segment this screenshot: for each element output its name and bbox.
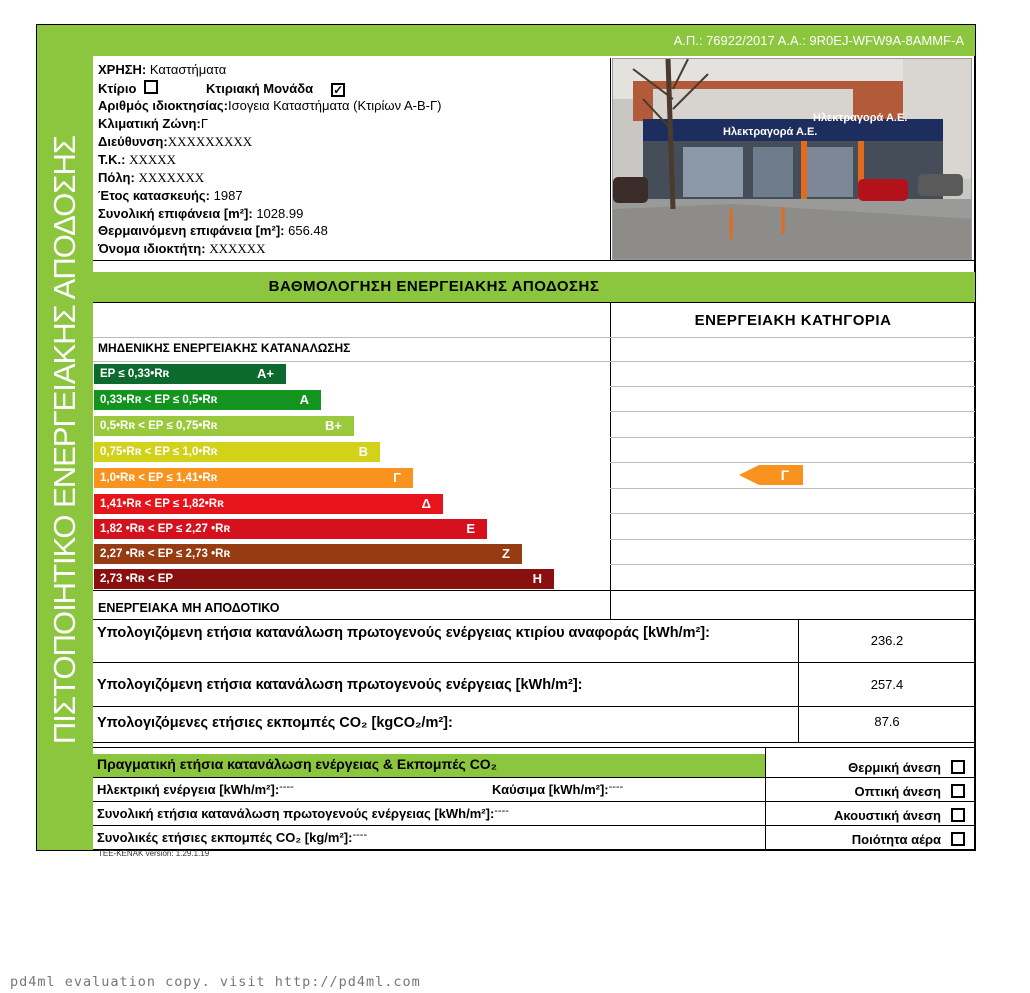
acoustic-comfort-checkbox[interactable] (951, 808, 965, 822)
energy-bar-e: 1,82 •Rʀ < EP ≤ 2,27 •Rʀ Ε (94, 519, 487, 539)
sidebar-title: ΠΙΣΤΟΠΟΙΗΤΙΚΟ ΕΝΕΡΓΕΙΑΚΗΣ ΑΠΟΔΟΣΗΣ (47, 135, 82, 745)
zip-row: Τ.Κ.: XXXXX (98, 152, 177, 167)
energy-bar-d: 1,41•Rʀ < EP ≤ 1,82•Rʀ Δ (94, 494, 443, 514)
grid-line (610, 513, 975, 514)
building-type-row (98, 80, 345, 97)
energy-bar-b-plus: 0,5•Rʀ < EP ≤ 0,75•Rʀ B+ (94, 416, 354, 436)
grid-line (610, 539, 975, 540)
grid-line (610, 386, 975, 387)
building-label: Κτίριο (98, 81, 137, 96)
air-quality-checkbox[interactable] (951, 832, 965, 846)
total-co2-row: Συνολικές ετήσιες εκπομπές CO₂ [kg/m²]:---- (97, 829, 368, 845)
divider-line (93, 590, 975, 591)
unit-checkbox[interactable]: ✓ (333, 83, 344, 97)
air-quality-row: Ποιότητα αέρα (770, 832, 965, 847)
actual-consumption-title: Πραγματική ετήσια κατανάλωση ενέργειας & Εκπομπές CO₂ (97, 756, 497, 772)
optical-comfort-checkbox[interactable] (951, 784, 965, 798)
heated-area-row: Θερμαινόμενη επιφάνεια [m²]: 656.48 (98, 223, 328, 238)
co2-emissions-label: Υπολογιζόμενες ετήσιες εκπομπές CO₂ [kgCO₂/m²]: (97, 715, 453, 731)
energy-bar-z: 2,27 •Rʀ < EP ≤ 2,73 •Rʀ Ζ (94, 544, 522, 564)
grid-line (610, 564, 975, 565)
rating-column-divider (610, 302, 611, 620)
grid-line (93, 361, 975, 362)
thermal-comfort-checkbox[interactable] (951, 760, 965, 774)
building-photo (612, 58, 972, 260)
reference-number: Α.Π.: 76922/2017 Α.Α.: 9R0EJ-WFW9A-8AMMF-A (673, 33, 964, 48)
total-primary-row: Συνολική ετήσια κατανάλωση πρωτογενούς ενέργειας [kWh/m²]:---- (97, 805, 509, 821)
property-no-row: Αριθμός ιδιοκτησίας:Ισογεια Καταστήματα (Κτιρίων Α-Β-Γ) (98, 98, 442, 113)
divider-line (765, 777, 975, 778)
unit-label: Κτιριακή Μονάδα (206, 81, 314, 96)
use-row: ΧΡΗΣΗ: Καταστήματα (98, 62, 227, 77)
divider-line (93, 662, 975, 663)
watermark: pd4ml evaluation copy. visit http://pd4ml.com (10, 974, 421, 990)
city-row: Πόλη: XXXXXXX (98, 170, 205, 185)
fuel-row: Καύσιμα [kWh/m²]:---- (492, 781, 624, 797)
comfort-column-divider (765, 747, 766, 850)
software-version: TEE-KENAK version: 1.29.1.19 (98, 849, 210, 858)
divider-line (93, 801, 765, 802)
divider-line (93, 260, 975, 261)
grid-line (93, 337, 975, 338)
divider-line (93, 747, 975, 748)
energy-bar-h: 2,73 •Rʀ < EP Η (94, 569, 554, 589)
grid-line (610, 437, 975, 438)
energy-bar-a: 0,33•Rʀ < EP ≤ 0,5•Rʀ A (94, 390, 321, 410)
energy-bar-a-plus: EP ≤ 0,33•Rʀ A+ (94, 364, 286, 384)
year-row: Έτος κατασκευής: 1987 (98, 188, 243, 203)
address-row: Διεύθυνση:XXXXXXXXX (98, 134, 253, 149)
divider-line (93, 742, 975, 743)
divider-line (765, 825, 975, 826)
co2-emissions-value: 87.6 (874, 714, 900, 729)
divider-line (93, 777, 765, 778)
zero-consumption-label: ΜΗΔΕΝΙΚΗΣ ΕΝΕΡΓΕΙΑΚΗΣ ΚΑΤΑΝΑΛΩΣΗΣ (98, 341, 351, 355)
grid-line (610, 462, 975, 463)
category-header: ΕΝΕΡΓΕΙΑΚΗ ΚΑΤΗΓΟΡΙΑ (694, 312, 892, 329)
svg-text:Ηλεκτραγορά Α.Ε.: Ηλεκτραγορά Α.Ε. (813, 112, 908, 124)
divider-line (93, 825, 765, 826)
rating-title: ΒΑΘΜΟΛΟΓΗΣΗ ΕΝΕΡΓΕΙΑΚΗΣ ΑΠΟΔΟΣΗΣ (268, 278, 600, 295)
grid-line (610, 411, 975, 412)
current-category-label: Γ (780, 467, 790, 483)
primary-consumption-label: Υπολογιζόμενη ετήσια κατανάλωση πρωτογενούς ενέργειας [kWh/m²]: (97, 677, 583, 693)
reference-consumption-value: 236.2 (870, 633, 904, 648)
energy-bar-b: 0,75•Rʀ < EP ≤ 1,0•Rʀ B (94, 442, 380, 462)
acoustic-comfort-row: Ακουστική άνεση (770, 808, 965, 823)
svg-text:Ηλεκτραγορά Α.Ε.: Ηλεκτραγορά Α.Ε. (723, 126, 818, 138)
building-checkbox[interactable] (144, 80, 158, 94)
grid-line (610, 488, 975, 489)
divider-line (93, 619, 975, 620)
divider-line (765, 801, 975, 802)
energy-bar-g: 1,0•Rʀ < EP ≤ 1,41•Rʀ Γ (94, 468, 413, 488)
electric-energy-row: Ηλεκτρική ενέργεια [kWh/m²]:---- (97, 781, 294, 797)
non-efficient-label: ΕΝΕΡΓΕΙΑΚΑ ΜΗ ΑΠΟΔΟΤΙΚΟ (98, 601, 280, 615)
divider-line (93, 302, 975, 303)
info-photo-divider (610, 58, 611, 260)
optical-comfort-row: Οπτική άνεση (770, 784, 965, 799)
owner-row: Όνομα ιδιοκτήτη: XXXXXX (98, 241, 266, 256)
total-area-row: Συνολική επιφάνεια [m²]: 1028.99 (98, 206, 304, 221)
reference-consumption-label: Υπολογιζόμενη ετήσια κατανάλωση πρωτογενούς ενέργειας κτιρίου αναφοράς [kWh/m²]: (97, 625, 710, 641)
primary-consumption-value: 257.4 (870, 677, 904, 692)
value-column-divider (798, 619, 799, 742)
divider-line (93, 706, 975, 707)
thermal-comfort-row: Θερμική άνεση (770, 760, 965, 775)
climate-zone-row: Κλιματική Ζώνη:Γ (98, 116, 208, 131)
